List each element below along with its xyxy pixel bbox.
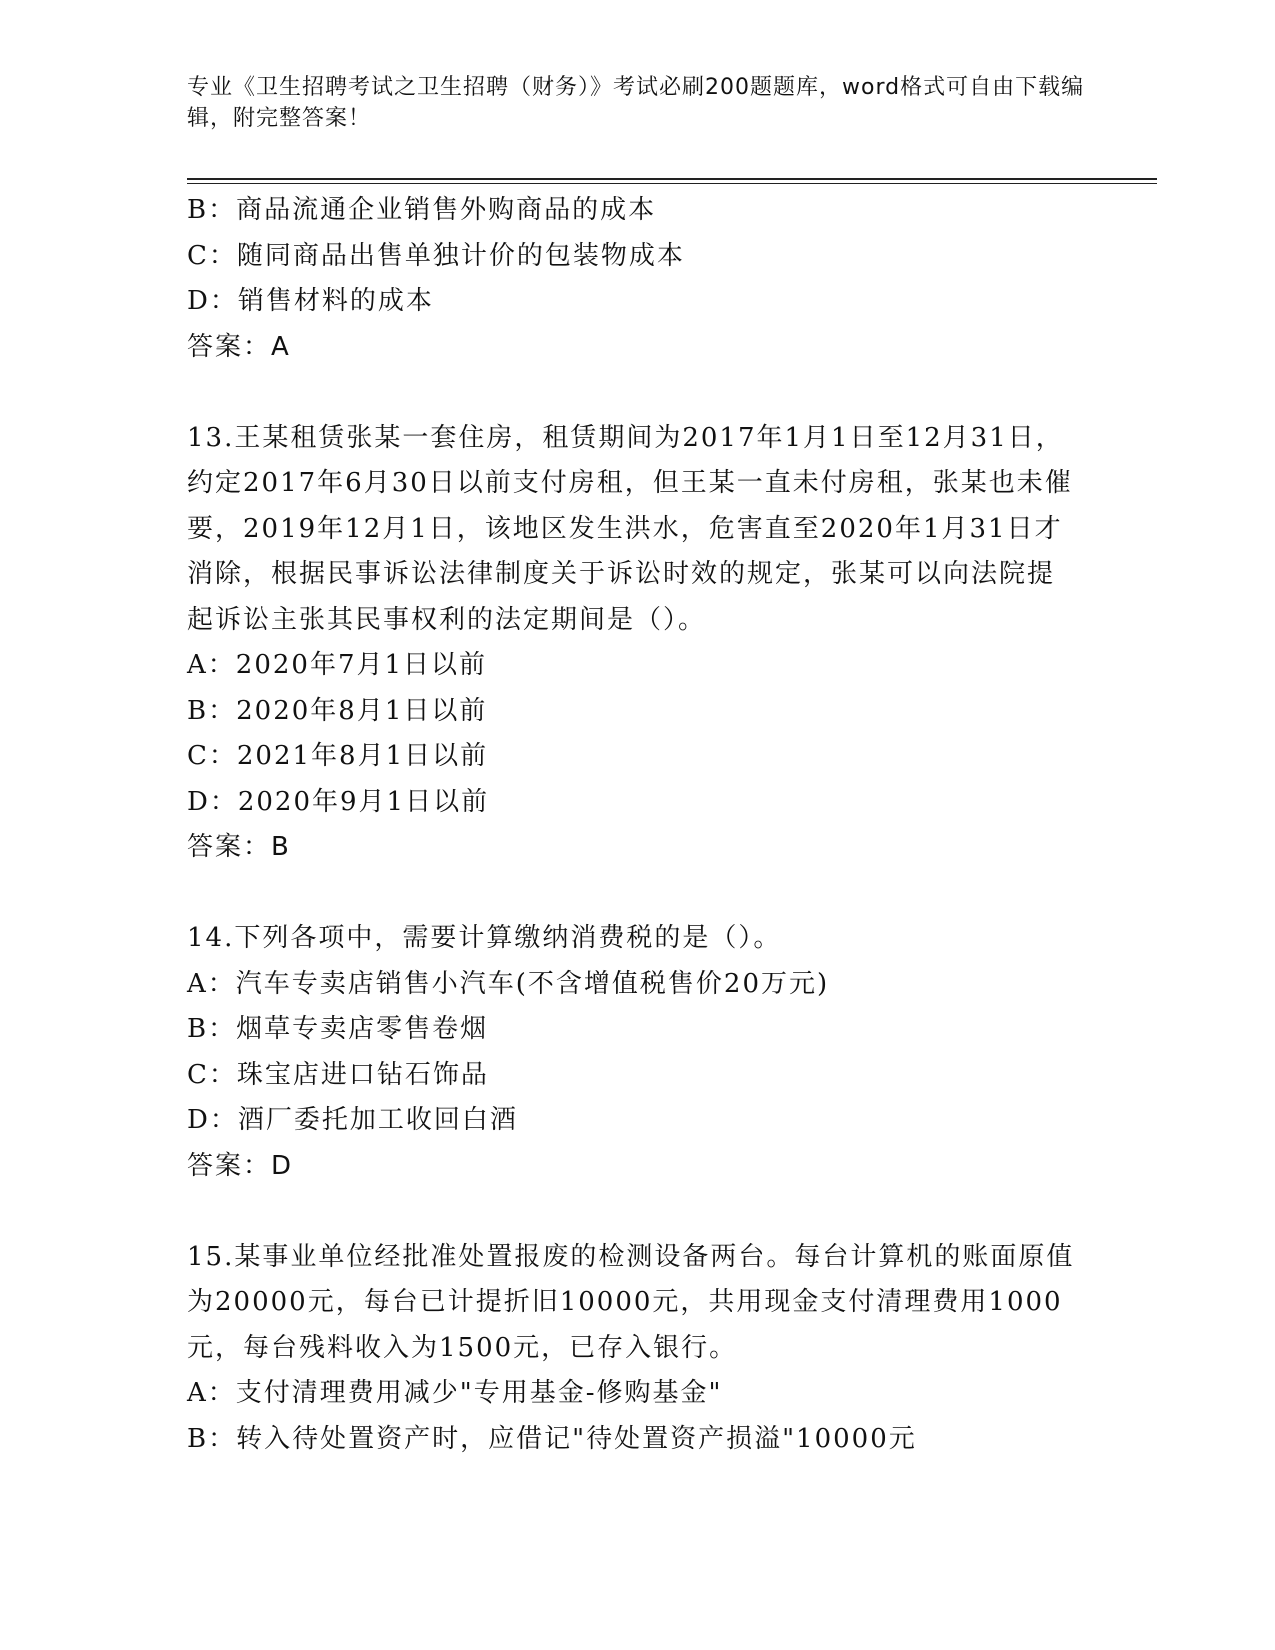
header-divider-thick	[187, 178, 1157, 180]
document-header: 专业《卫生招聘考试之卫生招聘（财务）》考试必刷200题题库，word格式可自由下载编辑，附完整答案！	[187, 75, 1085, 131]
option-b: B：转入待处置资产时，应借记"待处置资产损溢"10000元	[187, 1423, 917, 1454]
option-a: A：汽车专卖店销售小汽车(不含增值税售价20万元)	[187, 968, 830, 999]
option-c: C：2021年8月1日以前	[187, 741, 489, 771]
option-d: D：2020年9月1日以前	[187, 786, 490, 817]
option-a: A：支付清理费用减少"专用基金-修购基金"	[187, 1378, 723, 1408]
header-divider-thin	[187, 183, 1157, 184]
option-b: B：商品流通企业销售外购商品的成本	[187, 195, 657, 225]
question-stem: 14.下列各项中，需要计算缴纳消费税的是（）。	[187, 923, 782, 953]
question-13	[187, 416, 1077, 871]
option-b: B：烟草专卖店零售卷烟	[187, 1014, 489, 1044]
answer: 答案：D	[187, 1150, 294, 1181]
question-14	[187, 916, 1077, 1189]
question-12-tail	[187, 188, 1077, 370]
option-d: D：酒厂委托加工收回白酒	[187, 1105, 518, 1135]
option-c: C：随同商品出售单独计价的包装物成本	[187, 240, 685, 271]
spacer	[187, 871, 1077, 917]
question-stem: 13.王某租赁张某一套住房，租赁期间为2017年1月1日至12月31日，约定2017年6月30日以前支付房租，但王某一直未付房租，张某也未催要，2019年12月1日，该地区发生洪水，危害直至2020年1月31日才消除，根据民事诉讼法律制度关于诉讼时效的规定，张某可以向法院提起诉讼主张其民事权利的法定期间是（）。	[187, 422, 1073, 635]
spacer	[187, 370, 1077, 416]
option-a: A：2020年7月1日以前	[187, 650, 488, 680]
answer: 答案：B	[187, 832, 291, 862]
question-15	[187, 1235, 1077, 1463]
option-b: B：2020年8月1日以前	[187, 695, 488, 726]
answer: 答案：A	[187, 331, 291, 362]
question-list	[187, 188, 1077, 1462]
option-d: D：销售材料的成本	[187, 286, 434, 316]
question-stem: 15.某事业单位经批准处置报废的检测设备两台。每台计算机的账面原值为20000元，每台已计提折旧10000元，共用现金支付清理费用1000元，每台残料收入为1500元，已存入银行。	[187, 1241, 1075, 1363]
option-c: C：珠宝店进口钻石饰品	[187, 1059, 489, 1090]
spacer	[187, 1189, 1077, 1235]
